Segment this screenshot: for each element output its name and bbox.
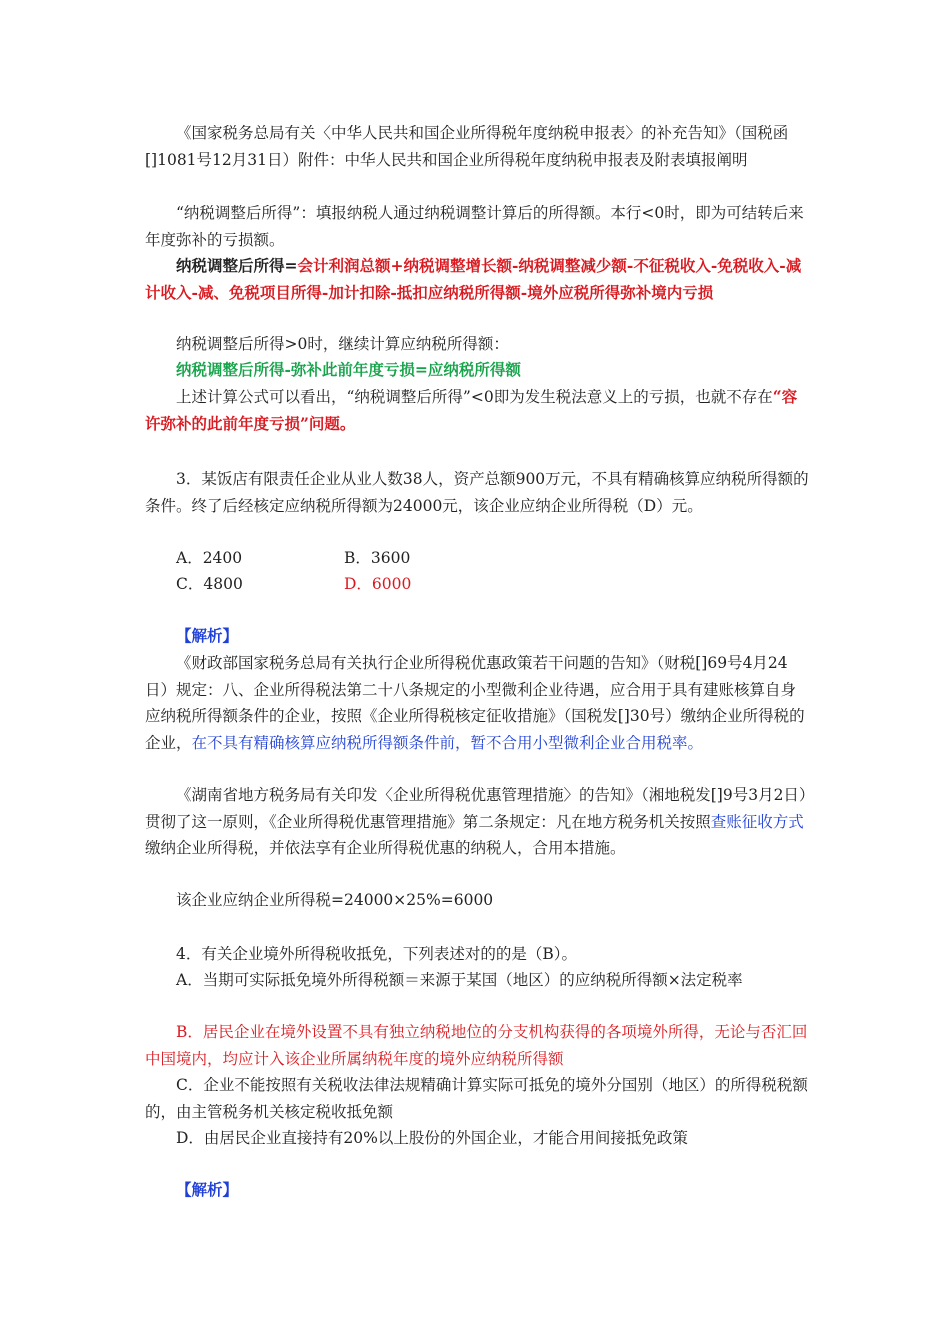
conclusion-paragraph bbox=[145, 384, 810, 437]
q3-para1-highlight: 在不具有精确核算应纳税所得额条件前，暂不合用小型微利企业合用税率。 bbox=[191, 733, 704, 752]
conclusion-highlight: “容许弥补的此前年度亏损” bbox=[145, 387, 798, 433]
formula-1-body: 会计利润总额+纳税调整增长额-纳税调整减少额-不征税收入-免税收入-减计收入-减、免税项目所得-加计扣除-抵扣应纳税所得额-境外应税所得弥补境内亏损 bbox=[145, 256, 802, 302]
q3-option-a: A．2400 bbox=[176, 549, 243, 567]
q3-para2-prefix: 《湖南省地方税务局有关印发〈企业所得税优惠管理措施〉的告知》（湘地税发[]9号3月2日）贯彻了这一原则，《企业所得税优惠管理措施》第二条规定：凡在地方税务机关按照 bbox=[145, 786, 807, 831]
q4-option-c: C．企业不能按照有关税收法律法规精确计算实际可抵免的境外分国别（地区）的所得税税额的，由主管税务机关核定税收抵免额 bbox=[145, 1076, 808, 1121]
q3-analysis-para2 bbox=[145, 782, 810, 862]
q3-analysis-heading: 【解析】 bbox=[176, 626, 239, 645]
q3-para2-suffix: 缴纳企业所得税，并依法享有企业所得税优惠的纳税人，合用本措施。 bbox=[145, 839, 626, 857]
q4-stem: 4．有关企业境外所得税收抵免，下列表述对的的是（B）。 bbox=[176, 945, 578, 963]
q4-analysis-heading: 【解析】 bbox=[176, 1180, 239, 1199]
formula-1 bbox=[145, 253, 810, 306]
formula-1-label: 纳税调整后所得= bbox=[176, 256, 298, 275]
q3-calculation: 该企业应纳企业所得税=24000×25%=6000 bbox=[176, 891, 494, 909]
q3-stem: 3．某饭店有限责任企业从业人数38人，资产总额900万元，不具有精确核算应纳税所得额的条件。终了后经核定应纳税所得额为24000元，该企业应纳企业所得税（D）元。 bbox=[145, 470, 809, 515]
q3-option-b: B．3600 bbox=[344, 549, 411, 567]
conclusion-suffix: 问题。 bbox=[308, 413, 356, 433]
conclusion-prefix: 上述计算公式可以看出，“纳税调整后所得”<0即为发生税法意义上的亏损，也就不存在 bbox=[176, 388, 773, 406]
q3-option-c: C．4800 bbox=[176, 575, 243, 593]
q4-option-a: A．当期可实际抵免境外所得税额＝来源于某国（地区）的应纳税所得额×法定税率 bbox=[176, 971, 743, 989]
q3-para1-prefix: 《财政部国家税务总局有关执行企业所得税优惠政策若干问题的告知》（财税[]69号4月24日）规定：八、企业所得税法第二十八条规定的小型微利企业待遇，应合用于具有建账核算自身应纳税所得额条件的企业，按照《企业所得税核定征收措施》（国税发[]30号）缴纳企业所得税的企业， bbox=[145, 654, 805, 752]
definition-paragraph: “纳税调整后所得”：填报纳税人通过纳税调整计算后的所得额。本行<0时，即为可结转后来年度弥补的亏损额。 bbox=[145, 204, 804, 249]
citation-paragraph: 《国家税务总局有关〈中华人民共和国企业所得税年度纳税申报表〉的补充告知》（国税函[]1081号12月31日）附件：中华人民共和国企业所得税年度纳税申报表及附表填报阐明 bbox=[145, 124, 789, 169]
q3-analysis-para1 bbox=[145, 650, 810, 756]
q3-option-d: D．6000 bbox=[344, 575, 412, 593]
formula-2: 纳税调整后所得-弥补此前年度亏损=应纳税所得额 bbox=[176, 360, 521, 379]
q4-option-d: D．由居民企业直接持有20%以上股份的外国企业，才能合用间接抵免政策 bbox=[176, 1129, 688, 1147]
q4-option-b: B．居民企业在境外设置不具有独立纳税地位的分支机构获得的各项境外所得，无论与否汇回中国境内，均应计入该企业所属纳税年度的境外应纳税所得额 bbox=[145, 1023, 808, 1068]
q3-para2-highlight: 查账征收方式 bbox=[710, 812, 804, 831]
continue-text: 纳税调整后所得>0时，继续计算应纳税所得额： bbox=[176, 335, 509, 353]
